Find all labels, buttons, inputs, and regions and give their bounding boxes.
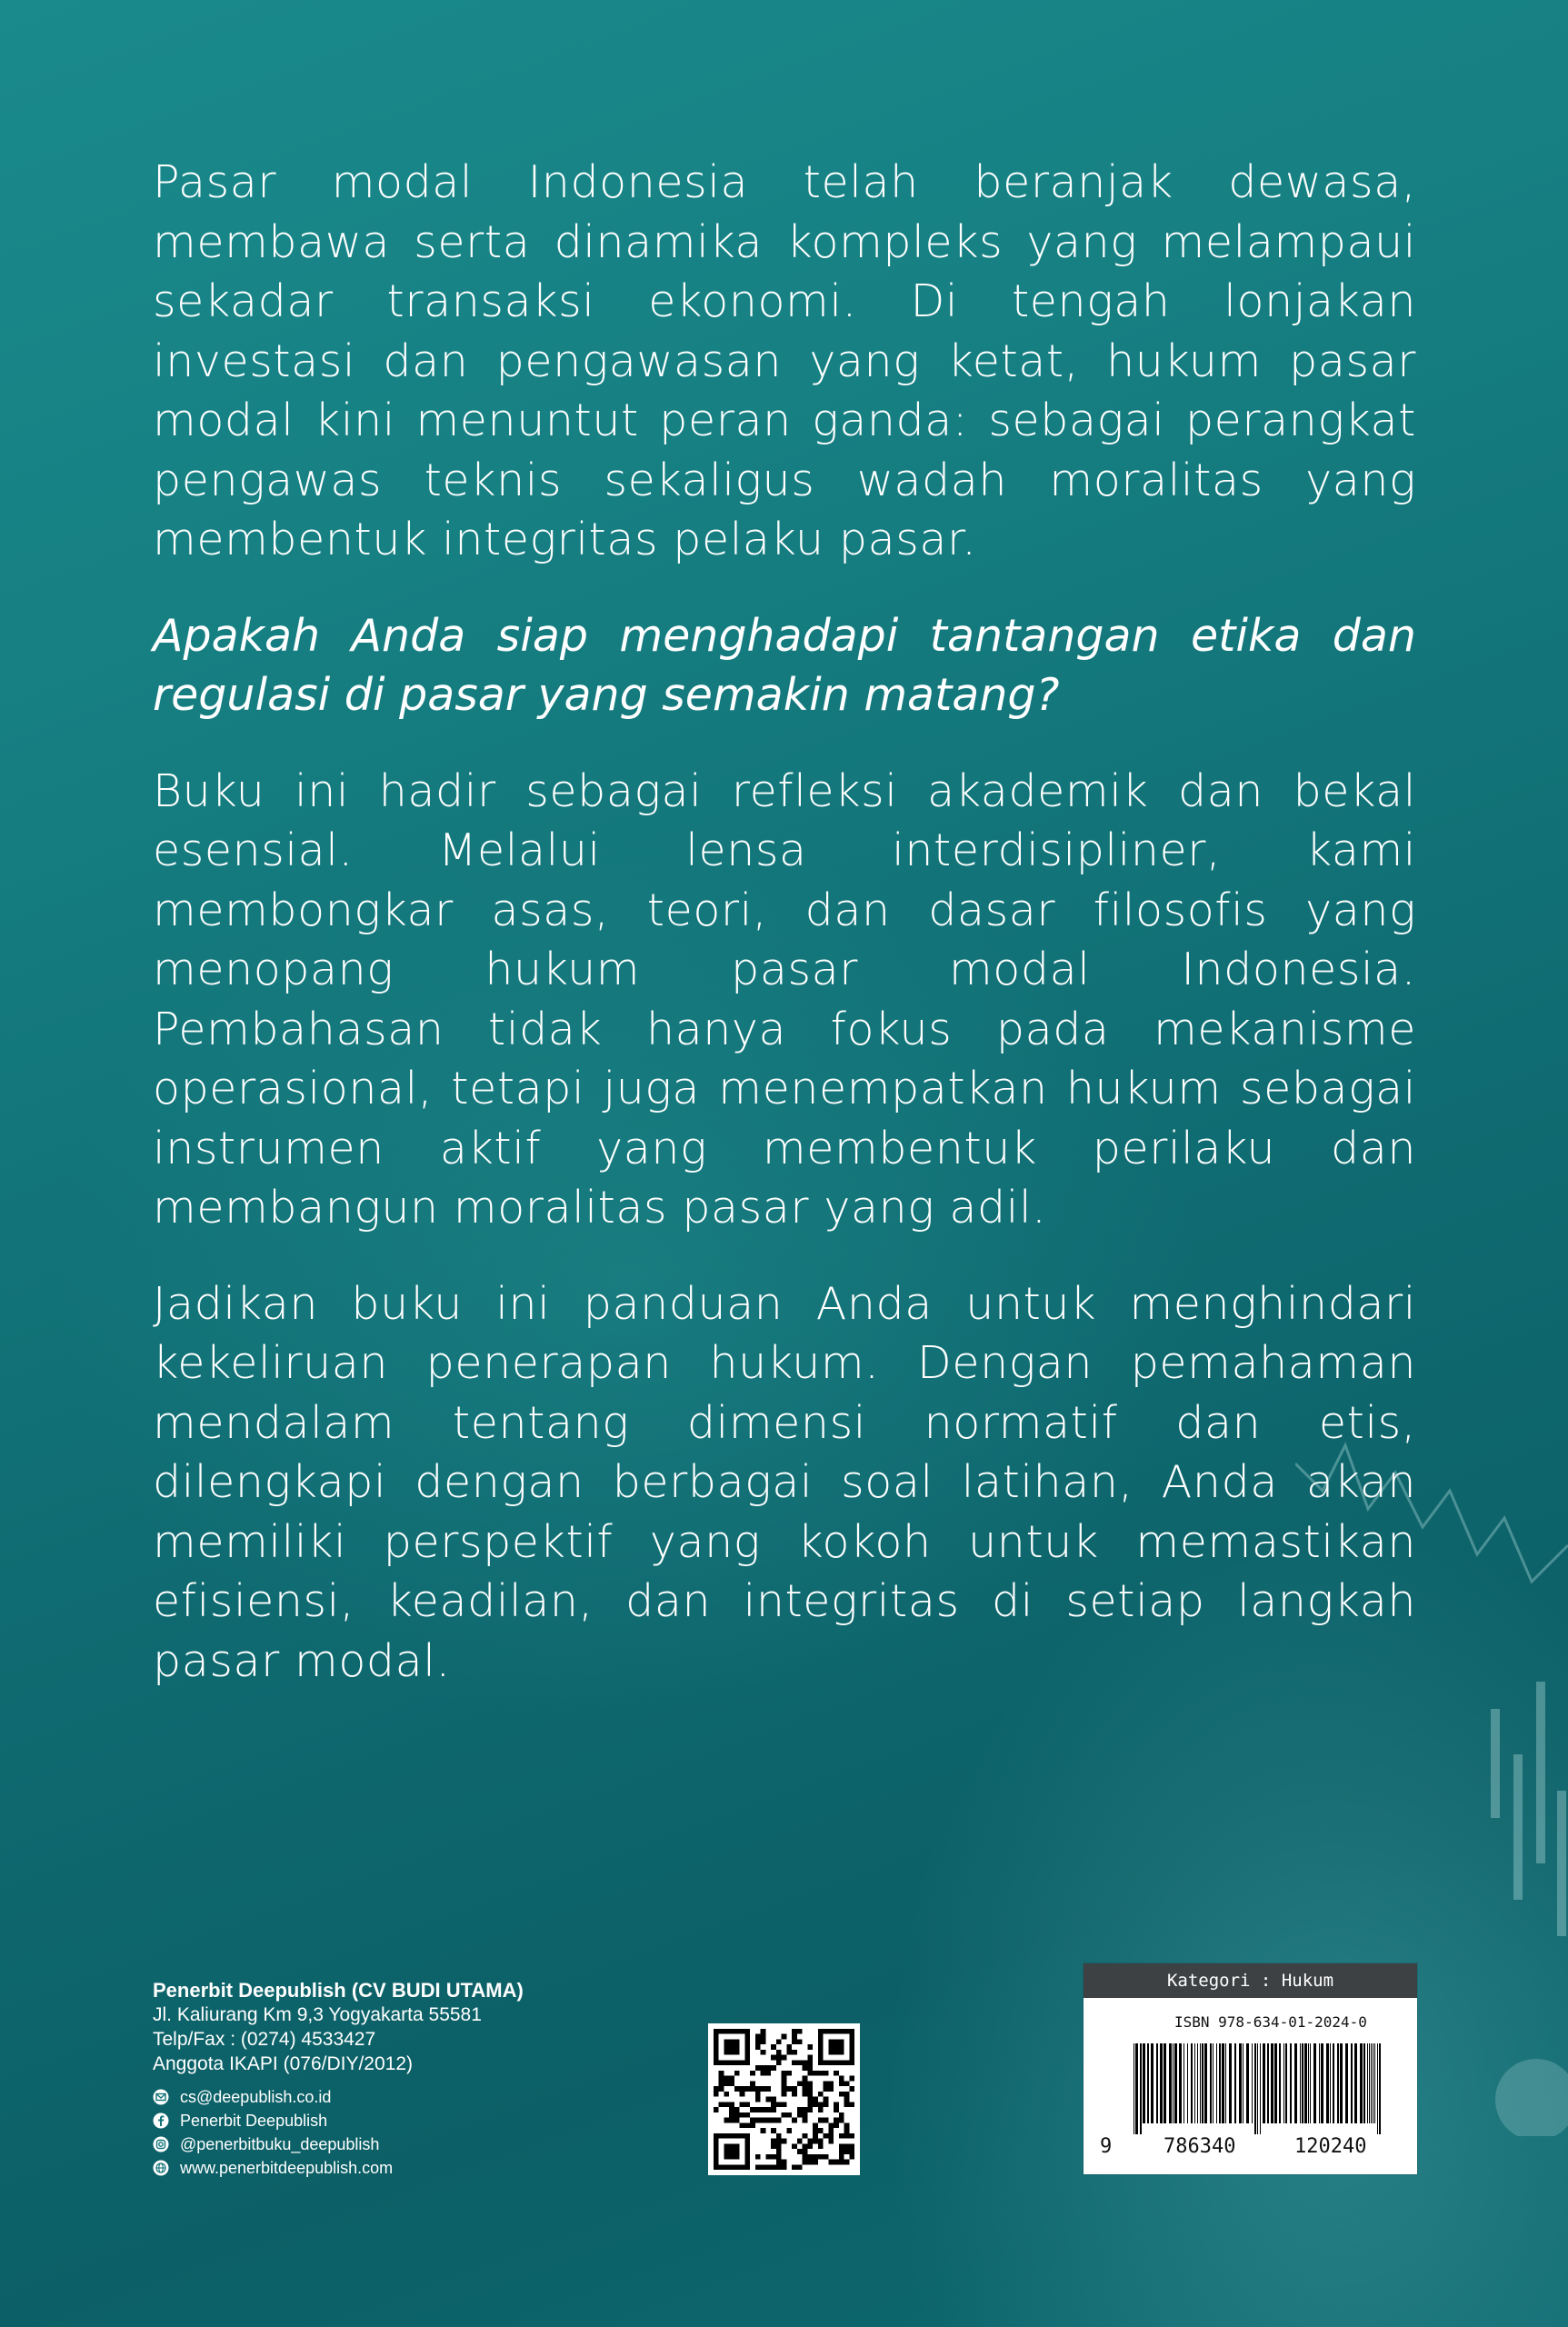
contact-facebook[interactable]	[153, 2109, 524, 2132]
barcode-digits-right: 120240	[1294, 2135, 1367, 2158]
contact-instagram[interactable]	[153, 2132, 524, 2156]
paragraph-intro: Pasar modal Indonesia telah beranjak dewasa, membawa serta dinamika kompleks yang melampaui sekadar transaksi ekonomi. Di tengah lonjakan investasi dan pengawasan yang ketat, hukum pasar modal kini menuntut peran ganda: sebagai perangkat pengawas teknis sekaligus wadah moralitas yang membentuk integritas pelaku pasar.	[153, 156, 1416, 565]
contact-website-text: www.penerbitdeepublish.com	[180, 2159, 394, 2177]
back-cover-text	[153, 153, 1416, 1727]
contact-email-text: cs@deepublish.co.id	[180, 2088, 332, 2106]
barcode-bars	[1134, 2043, 1388, 2134]
category-label: Kategori : Hukum	[1084, 1963, 1417, 1998]
publisher-name: Penerbit Deepublish (CV BUDI UTAMA)	[153, 1979, 524, 2002]
barcode-digits-left: 786340	[1164, 2135, 1236, 2158]
paragraph-question: Apakah Anda siap menghadapi tantangan etika dan regulasi di pasar yang semakin matang?	[153, 609, 1416, 721]
contact-instagram-text: @penerbitbuku_deepublish	[180, 2135, 380, 2153]
email-icon	[153, 2089, 169, 2105]
publisher-phone: Telp/Fax : (0274) 4533427	[153, 2029, 376, 2050]
barcode-digit-first: 9	[1100, 2135, 1113, 2158]
publisher-info	[153, 1978, 524, 2180]
globe-icon	[153, 2160, 169, 2176]
facebook-icon	[153, 2112, 169, 2129]
contact-email[interactable]	[153, 2085, 524, 2109]
isbn-text: ISBN 978-634-01-2024-0	[1174, 2013, 1367, 2031]
publisher-membership: Anggota IKAPI (076/DIY/2012)	[153, 2053, 414, 2074]
qr-code[interactable]	[708, 2023, 860, 2175]
contact-facebook-text: Penerbit Deepublish	[180, 2112, 328, 2130]
publisher-contacts	[153, 2085, 524, 2180]
paragraph-book-description: Buku ini hadir sebagai refleksi akademik dan bekal esensial. Melalui lensa interdisipliner, kami membongkar asas, teori, dan dasar filosofis yang menopang hukum pasar modal Indonesia. Pembahasan tidak hanya fokus pada mekanisme operasional, tetapi juga menempatkan hukum sebagai instrumen aktif yang membentuk perilaku dan membangun moralitas pasar yang adil.	[153, 764, 1416, 1233]
isbn-barcode	[1084, 1963, 1417, 2174]
instagram-icon	[153, 2136, 169, 2152]
publisher-address: Jl. Kaliurang Km 9,3 Yogyakarta 55581	[153, 2004, 482, 2025]
paragraph-closing: Jadikan buku ini panduan Anda untuk menghindari kekeliruan penerapan hukum. Dengan pemahaman mendalam tentang dimensi normatif dan etis, dilengkapi dengan berbagai soal latihan, Anda akan memiliki perspektif yang kokoh untuk memastikan efisiensi, keadilan, dan integritas di setiap langkah pasar modal.	[153, 1277, 1416, 1687]
contact-website[interactable]	[153, 2156, 524, 2180]
